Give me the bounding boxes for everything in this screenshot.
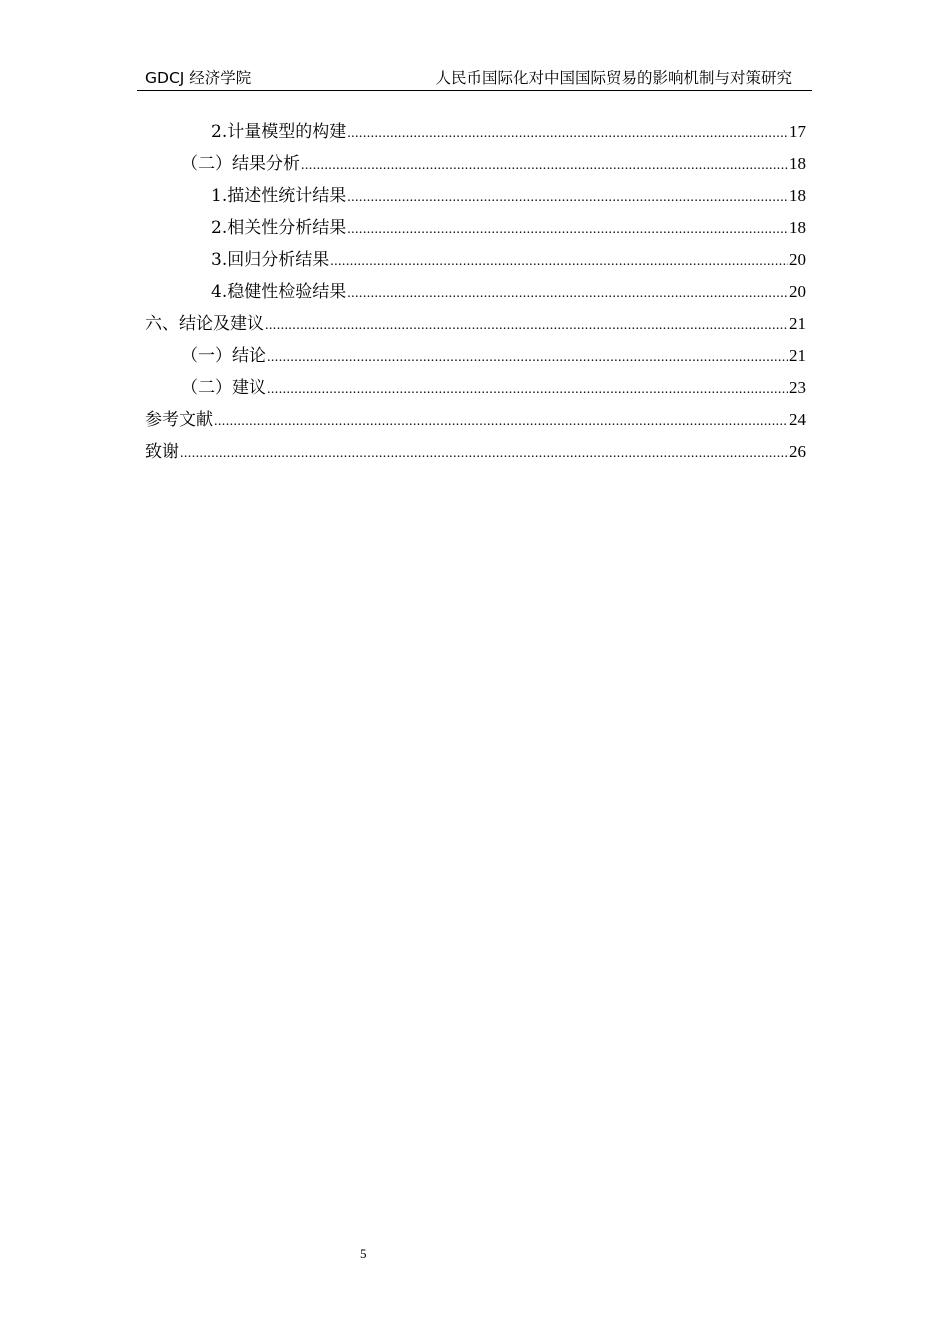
toc-leader-dots <box>267 342 788 374</box>
toc-leader-dots <box>265 310 788 342</box>
toc-entry-page: 17 <box>789 122 806 141</box>
toc-leader-dots <box>347 278 788 310</box>
toc-leader-dots <box>347 214 788 246</box>
toc-entry-page: 18 <box>789 154 806 173</box>
toc-leader-dots <box>180 438 788 470</box>
header-title: 人民币国际化对中国国际贸易的影响机制与对策研究 <box>435 69 792 87</box>
toc-entry-label: 参考文献 <box>145 410 213 430</box>
toc-entry[interactable] <box>145 372 806 404</box>
toc-entry[interactable] <box>145 404 806 436</box>
toc-leader-dots <box>330 246 788 278</box>
toc-entry[interactable] <box>145 180 806 212</box>
toc-entry-page: 18 <box>789 218 806 237</box>
page-header <box>137 66 812 91</box>
toc-leader-dots <box>301 150 788 182</box>
toc-leader-dots <box>214 406 788 438</box>
toc-leader-dots <box>347 118 788 150</box>
toc-entry[interactable] <box>145 244 806 276</box>
toc-entry-page: 26 <box>789 442 806 461</box>
toc-entry-page: 18 <box>789 186 806 205</box>
toc-entry-label: 1.描述性统计结果 <box>211 186 347 206</box>
header-institution: GDCJ 经济学院 <box>145 69 252 87</box>
toc-entry[interactable] <box>145 308 806 340</box>
toc-entry-label: （二）结果分析 <box>181 154 300 174</box>
toc-entry-page: 20 <box>789 250 806 269</box>
page-number: 5 <box>360 1246 367 1261</box>
table-of-contents <box>145 116 806 468</box>
toc-entry-label: 六、结论及建议 <box>145 314 264 334</box>
toc-entry[interactable] <box>145 436 806 468</box>
toc-leader-dots <box>347 182 788 214</box>
toc-entry[interactable] <box>145 212 806 244</box>
toc-entry-label: 致谢 <box>145 442 179 462</box>
toc-entry-page: 20 <box>789 282 806 301</box>
toc-entry-page: 21 <box>789 346 806 365</box>
toc-entry[interactable] <box>145 340 806 372</box>
toc-entry[interactable] <box>145 276 806 308</box>
toc-leader-dots <box>267 374 788 406</box>
toc-entry-page: 21 <box>789 314 806 333</box>
toc-entry-label: （二）建议 <box>181 378 266 398</box>
toc-entry-label: （一）结论 <box>181 346 266 366</box>
toc-entry-label: 3.回归分析结果 <box>211 250 330 270</box>
toc-entry-label: 2.相关性分析结果 <box>211 218 347 238</box>
toc-entry[interactable] <box>145 116 806 148</box>
toc-entry[interactable] <box>145 148 806 180</box>
toc-entry-page: 24 <box>789 410 806 429</box>
toc-entry-label: 2.计量模型的构建 <box>211 122 347 142</box>
toc-entry-label: 4.稳健性检验结果 <box>211 282 347 302</box>
toc-entry-page: 23 <box>789 378 806 397</box>
